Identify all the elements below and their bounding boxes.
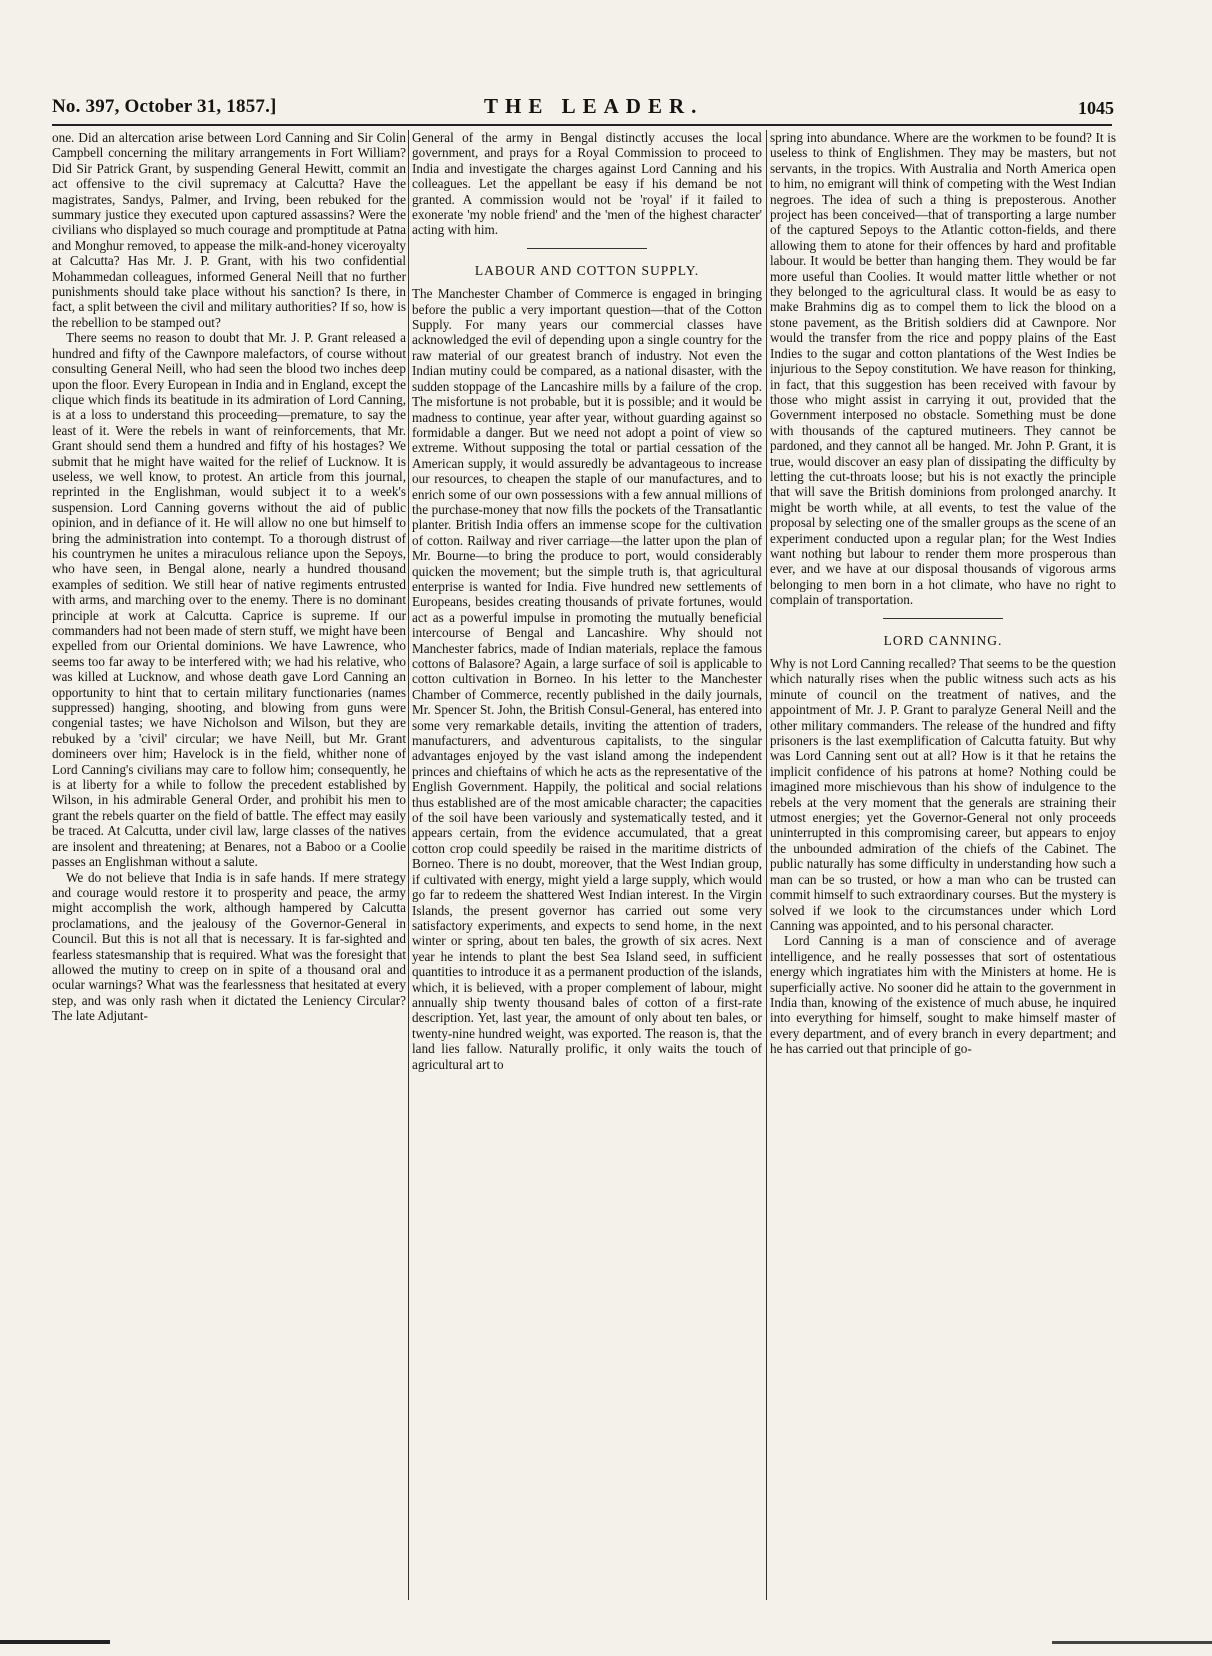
paragraph: We do not believe that India is in safe hands. If mere strategy and courage would restore it to prosperity and peace, the army might accomplish the work, although hampered by Calcutta proclamations, and the jealousy of the Governor-General in Council. But this is not all that is necessary. It is far-sighted and fearless statesmanship that is required. What was the foresight that allowed the mutiny to creep on in spite of a thousand oral and ocular warnings? What was the fearlessness that hesitated at every step, and was only rash when it dictated the Leniency Circular? The late Adjutant- (52, 869, 406, 1024)
paragraph: The Manchester Chamber of Commerce is engaged in bringing before the public a very important question—that of the Cotton Supply. For many years our commercial classes have acknowledged the evil of depending upon a single country for the raw material of our greatest branch of industry. Not even the Indian mutiny could be compared, as a national disaster, with the sudden stoppage of the Lancashire mills by a failure of the crop. The misfortune is not probable, but it is possible; and it would be madness to continue, year after year, without guarding against so formidable a danger. But we need not adopt a point of view so extreme. Without supposing the total or partial cessation of the American supply, it would assuredly be advantageous to increase our resources, to cheapen the staple of our manufactures, and to enrich some of our own possessions with a few annual millions of the purchase-money that now fills the pockets of the Transatlantic planter. British India offers an immense scope for the cultivation of cotton. Railway and river carriage—the latter upon the plan of Mr. Bourne—to bring the produce to port, would considerably quicken the movement; but the simple truth is, that agricultural enterprise is wanted for India. Five hundred new settlements of Europeans, besides creating thousands of private fortunes, would act as a powerful impulse in promoting the mutually beneficial intercourse of Bengal and Lancashire. Why should not Manchester fabrics, made of Indian materials, replace the famous cottons of Balasore? Again, a large surface of soil is applicable to cotton cultivation in Borneo. In his letter to the Manchester Chamber of Commerce, recently published in the daily journals, Mr. Spencer St. John, the British Consul-General, has entered into some very remarkable details, inviting the attention of traders, manufacturers, and adventurous capitalists, to the singular advantages enjoyed by the vast island among the independent princes and chieftains of which he acts as the representative of the English Government. Happily, the political and social relations thus established are of the most amicable character; the capacities of the soil have been variously and systematically tested, and it appears certain, from the evidence accumulated, that a great cotton crop could speedily be raised in the maritime districts of Borneo. There is no doubt, moreover, that the West Indian group, if cultivated with energy, might yield a large supply, which would go far to redeem the shattered West Indian interest. In the Virgin Islands, the present governor has carried out some very satisfactory experiments, and expects to send home, in the next winter or spring, about ten bales, the growth of six acres. Next year he intends to plant the best Sea Island seed, in sufficient quantities to introduce it as a permanent production of the islands, which, it is believed, with a proper complement of labour, might annually ship twenty thousand bales of cotton of a first-rate description. Yet, last year, the amount of only about ten bales, or twenty-nine hundred weight, was exported. The reason is, that the land lies fallow. Naturally prolific, it only waits the touch of agricultural art to (412, 286, 762, 1072)
scan-edge-mark (1052, 1641, 1212, 1644)
paragraph: There seems no reason to doubt that Mr. J. P. Grant released a hundred and fifty of the Cawnpore malefactors, of course without consulting General Neill, who had seen the blood two inches deep upon the floor. Every European in India and in England, except the clique which finds its beatitude in its admiration of Lord Canning, is at a loss to understand this proceeding—premature, to say the least of it. Were the rebels in want of reinforcements, that Mr. Grant should send them a hundred and fifty of his hostages? We submit that he might have waited for the relief of Lucknow. It is useless, we well know, to protest. An article from this journal, reprinted in the Englishman, would subject it to a week's suspension. Lord Canning governs without the aid of public opinion, and in defiance of it. He will allow no one but himself to bring the administration into contempt. To a thorough distrust of his countrymen he unites a miraculous reliance upon the Sepoys, who have seen, in Bengal alone, nearly a hundred thousand examples of sedition. We still hear of native regiments entrusted with arms, and marching over to the enemy. There is no dominant principle at work at Calcutta. Caprice is supreme. If our commanders had not been made of stern stuff, we might have been expelled from our Oriental dominions. We have Lawrence, who seems too far away to be interfered with; we had his relative, who was killed at Lucknow, and whose death gave Lord Canning an opportunity to hint that to certain military functionaries (names suppressed) hanging, shooting, and blowing from guns were congenial tastes; we have Nicholson and Wilson, but they are rebuked by a 'civil' circular; we have Neill, but Mr. Grant domineers over him; Havelock is in the field, whither none of Lord Canning's civilians may care to follow him; consequently, he is at liberty for a while to follow the precedent established by Wilson, in his admirable General Order, and prohibit his men to grant the rebels quarter on the field of battle. The effect may easily be traced. At Calcutta, under civil law, large classes of the natives are insolent and threatening; at Benares, not a Baboo or a Coolie passes an Englishman without a salute. (52, 330, 406, 870)
paragraph: spring into abundance. Where are the workmen to be found? It is useless to think of Englishmen. They may be masters, but not servants, in the tropics. With Australia and North America open to him, no emigrant will think of competing with the West Indian negroes. The idea of such a thing is preposterous. Another project has been conceived—that of transporting a large number of the captured Sepoys to the Atlantic cotton-fields, and there allowing them to atone for their offences by hard and profitable labour. It would be better than hanging them. They would be far more useful than Coolies. It would matter little whether or not they belonged to the agricultural class. It would be as easy to make Brahmins dig as to compel them to lick the blood on a stone pavement, as the British soldiers did at Cawnpore. Nor would the transfer from the rice and poppy plains of the East Indies to the sugar and cotton plantations of the West Indies be injurious to the Sepoy constitution. We have reason for thinking, in fact, that this suggestion has been received with favour by those who might assist in carrying it out, provided that the Government interposed no obstacle. Something must be done with thousands of the captured mutineers. They cannot be pardoned, and they cannot all be hanged. Mr. John P. Grant, it is true, would discover an easy plan of dissipating the difficulty by letting the cut-throats loose; but his is not exactly the principle that will save the British dominions from prolonged anarchy. It might be worth while, at all events, to test the value of the proposal by selecting one of the smaller groups as the scene of an experiment conducted upon a regular plan; for the West Indies want nothing but labour to render them more prosperous than ever, and we have at our disposal thousands of vigorous arms belonging to men born in a hot climate, who have no right to complain of transportation. (770, 130, 1116, 608)
article-heading: LORD CANNING. (883, 632, 1003, 648)
paragraph: Why is not Lord Canning recalled? That seems to be the question which naturally rises when the public witness such acts as his minute of council on the treatment of natives, and the appointment of Mr. J. P. Grant to paralyze General Neill and the other military commanders. The release of the hundred and fifty prisoners is the last exemplification of Calcutta fatuity. But why was Lord Canning sent out at all? How is it that he retains the implicit confidence of his patrons at home? Nothing could be imagined more mischievous than his show of indulgence to the rebels at the very moment that the generals are straining their utmost energies; yet the Governor-General not only proceeds uninterrupted in this compromising career, but appears to enjoy the unbounded admiration of the chiefs of the Cabinet. The public naturally has some difficulty in understanding how such a man can be so trusted, or how a man who can be trusted can commit himself to such extraordinary courses. But the mystery is solved if we look to the circumstances under which Lord Canning was appointed, and to his personal character. (770, 656, 1116, 933)
masthead-title: THE LEADER. (484, 94, 704, 118)
column-3 (770, 130, 1116, 1600)
column-divider (408, 130, 409, 1600)
paragraph: one. Did an altercation arise between Lord Canning and Sir Colin Campbell concerning the military arrangements in Fort William? Did Sir Patrick Grant, by suspending General Hewitt, commit an act offensive to the civil supremacy at Calcutta? Have the magistrates, Sandys, Palmer, and Irving, been rebuked for the summary justice they executed upon captured assassins? Were the civilians who displayed so much courage and promptitude at Patna and Monghur removed, to appease the milk-and-honey viceroyalty at Calcutta? Has Mr. J. P. Grant, with his two confidential Mohammedan colleagues, informed General Neill that no further punishments should take place without his sanction? Is there, in fact, a split between the civil and military authorities? If so, how is the rebellion to be stamped out? (52, 130, 406, 330)
column-divider (766, 130, 767, 1600)
paragraph: General of the army in Bengal distinctly accuses the local government, and prays for a Royal Commission to proceed to India and investigate the charges against Lord Canning and his colleagues. Let the appellant be easy if his demand be not granted. A commission would not be 'royal' if it failed to exonerate 'my noble friend' and the 'men of the highest character' acting with him. (412, 130, 762, 238)
page-number: 1045 (1078, 98, 1114, 118)
page-header (52, 92, 1126, 122)
section-separator (883, 618, 1003, 619)
column-2 (412, 130, 762, 1600)
article-heading: LABOUR AND COTTON SUPPLY. (474, 262, 700, 278)
column-1 (52, 130, 406, 1600)
scan-edge-mark (0, 1640, 110, 1644)
header-rule (52, 124, 1112, 126)
issue-line: No. 397, October 31, 1857.] (52, 96, 277, 117)
paragraph: Lord Canning is a man of conscience and of average intelligence, and he really possesses that sort of ostentatious energy which ingratiates him with the Ministers at home. He is superficially active. No sooner did he attain to the government in India than, knowing of the existence of much abuse, he inquired into everything for himself, sought to make himself master of every department, and of every branch in every department; and he has carried out that principle of go- (770, 933, 1116, 1057)
section-separator (527, 248, 647, 249)
